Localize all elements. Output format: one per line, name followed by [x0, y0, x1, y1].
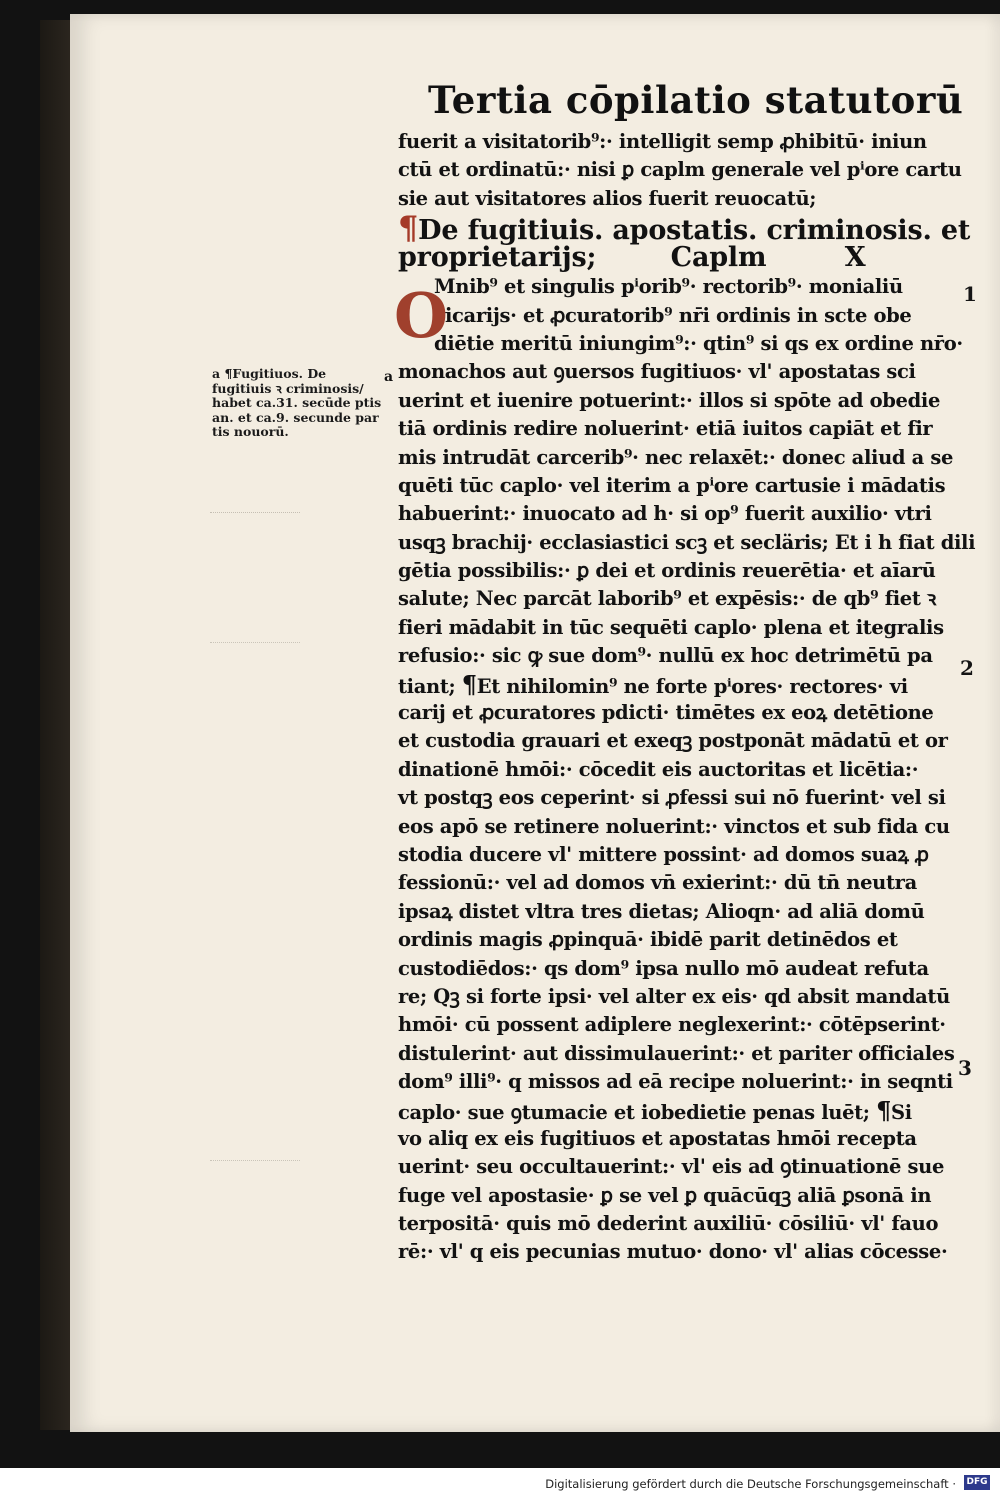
- margin-note: [212, 367, 382, 440]
- chapter-heading-word: proprietarijs;: [398, 242, 597, 274]
- running-head: Tertia cōpilatio statutorū: [428, 78, 964, 122]
- text-line: dinationē hmōi:· cōcedit eis auctoritas et licētia:·: [398, 757, 919, 781]
- chapter-heading-text: De fugitiuis. apostatis. criminosis. et: [418, 215, 971, 247]
- margin-note-text: ¶Fugitiuos. De fugitiuis ꝛ criminosis/ habet ca.31. secūde ptis an. et ca.9. secunde par tis nouorū.: [212, 366, 382, 439]
- text-line: monachos aut ꝯuersos fugitiuos· vl' apostatas sci: [398, 360, 916, 384]
- text-line: habuerint:· inuocato ad h· si op⁹ fuerit auxilio· vtri: [398, 502, 932, 526]
- book-edge-shadow: [40, 20, 74, 1430]
- margin-note-letter: a: [212, 366, 221, 381]
- dfg-logo: DFG: [964, 1475, 990, 1490]
- chapter-label: Caplm: [670, 242, 767, 274]
- footer-credit: Digitalisierung gefördert durch die Deutsche Forschungsgemeinschaft ·: [545, 1477, 956, 1491]
- text-line: fuerit a visitatorib⁹:· intelligit semp ꝓhibitū· iniun: [398, 130, 927, 153]
- text-line: ctū et ordinatū:· nisi ꝑ caplm generale vel pⁱore cartu: [398, 158, 962, 182]
- main-text-block: [394, 128, 976, 1267]
- section-number: 3: [958, 1056, 972, 1080]
- text-line: ordinis magis ꝓpinquā· ibidē parit detinēdos et: [398, 928, 898, 952]
- text-lines-main: [398, 358, 976, 1267]
- text-line: tiant; ¶Et nihilomin⁹ ne forte pⁱores· rectores· vi: [398, 669, 908, 699]
- text-line: carij et ꝓcuratores pdicti· timētes ex eoꝝ detētione: [398, 701, 934, 725]
- chapter-number: X: [844, 242, 866, 274]
- chapter-heading-line-2: [398, 243, 946, 273]
- text-line: caplo· sue ꝯtumacie et iobedietie penas luēt; ¶Si: [398, 1095, 912, 1125]
- text-line: usqꝫ brachij· ecclasiastici scꝫ et secläris; Et i h fiat dili: [398, 530, 976, 554]
- text-line: fieri mādabit in tūc sequēti caplo· plena et itegralis: [398, 615, 944, 639]
- text-line: dom⁹ illi⁹· q missos ad eā recipe noluerint:· in seqnti: [398, 1070, 953, 1094]
- text-line: distulerint· aut dissimulauerint:· et pariter officiales: [398, 1041, 955, 1065]
- chapter-heading-line-1: [398, 209, 971, 248]
- section-number: 1: [963, 282, 977, 306]
- text-line: fessionū:· vel ad domos vn̄ exierint:· dū tn̄ neutra: [398, 871, 917, 895]
- text-line: et custodia grauari et exeqꝫ postponāt mādatū et or: [398, 729, 948, 753]
- footer-bar: [0, 1468, 1000, 1498]
- text-line: terpositā· quis mō dederint auxiliū· cōsiliū· vl' fauo: [398, 1212, 939, 1236]
- section-number: 2: [960, 656, 974, 680]
- text-line: vicarijs· et ꝓcuratorib⁹ nr̄i ordinis in scte obe: [434, 303, 912, 327]
- text-line: vo aliq ex eis fugitiuos et apostatas hmōi recepta: [398, 1126, 917, 1150]
- text-line: tiā ordinis redire noluerint· etiā iuitos capiāt et fir: [398, 417, 933, 441]
- margin-reference-mark: a: [384, 369, 394, 385]
- text-line: mis intrudāt carcerib⁹· nec relaxēt:· donec aliud a se: [398, 445, 954, 469]
- text-line: uerint· seu occultauerint:· vl' eis ad ꝯtinuationē sue: [398, 1155, 945, 1179]
- bleed-through-mark: [210, 1160, 300, 1191]
- text-line: hmōi· cū possent adiplere neglexerint:· cōtēpserint·: [398, 1013, 946, 1037]
- text-line: quēti tūc caplo· vel iterim a pⁱore cartusie i mādatis: [398, 473, 946, 497]
- rubricated-initial: O: [394, 279, 448, 352]
- text-line: re; Qꝫ si forte ipsi· vel alter ex eis· qd absit mandatū: [398, 984, 950, 1008]
- text-line: sie aut visitatores alios fuerit reuocatū;: [398, 186, 817, 210]
- text-line: diētie meritū iniungim⁹:· qtin⁹ si qs ex ordine nr̄o·: [434, 331, 963, 355]
- text-lines-beside-initial: [398, 273, 963, 358]
- text-line: rē:· vl' q eis pecunias mutuo· dono· vl' alias cōcesse·: [398, 1240, 948, 1264]
- text-line: salute; Nec parcāt laborib⁹ et expēsis:· de qb⁹ fiet ꝛ: [398, 587, 936, 611]
- text-lines-before-heading: [398, 128, 962, 213]
- text-line: uerint et iuenire potuerint:· illos si spōte ad obedie: [398, 388, 941, 412]
- text-line: gētia possibilis:· ꝑ dei et ordinis reuerētia· et aīarū: [398, 559, 936, 583]
- text-line: Mnib⁹ et singulis pⁱorib⁹· rectorib⁹· monialiū: [434, 275, 903, 299]
- text-line: fuge vel apostasie· ꝑ se vel ꝑ quācūqꝫ aliā ꝑsonā in: [398, 1183, 932, 1207]
- text-line: refusio:· sic ꝙ sue dom⁹· nullū ex hoc detrimētū pa: [398, 644, 933, 668]
- bleed-through-mark: [210, 642, 300, 743]
- text-line: custodiēdos:· qs dom⁹ ipsa nullo mō audeat refuta: [398, 956, 929, 980]
- bleed-through-mark: [210, 512, 300, 543]
- text-line: stodia ducere vl' mittere possint· ad domos suaꝝ ꝓ: [398, 842, 929, 866]
- text-line: vt postqꝫ eos ceperint· si ꝓfessi sui nō fuerint· vel si: [398, 786, 946, 810]
- text-line: eos apō se retinere noluerint:· vinctos et sub fida cu: [398, 814, 950, 838]
- text-line: ipsaꝝ distet vltra tres dietas; Alioqn· ad aliā domū: [398, 899, 925, 923]
- pilcrow-rubric-icon: ¶: [398, 209, 419, 248]
